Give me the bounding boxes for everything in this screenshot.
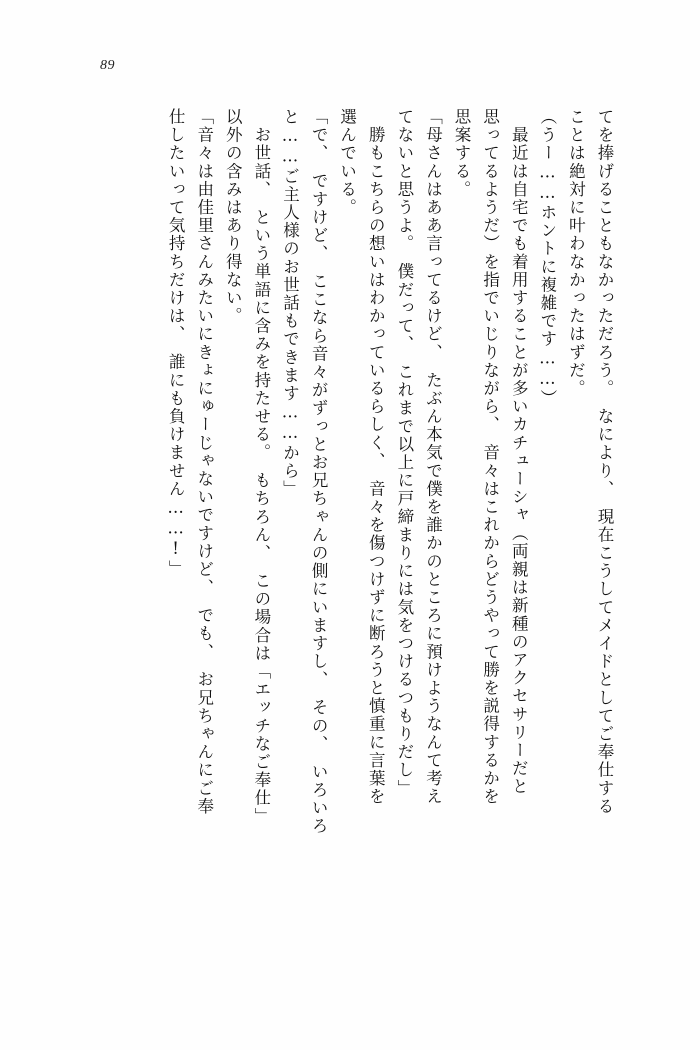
text-line: と……ご主人様のお世話もできます……から」: [280, 108, 300, 499]
text-line: 思案する。: [452, 108, 472, 199]
text-line: 「母さんはああ言ってるけど、 たぶん本気で僕を誰かのところに預けようなんて考え: [423, 108, 443, 806]
text-line: 「で、 ですけど、 ここなら音々がずっとお兄ちゃんの側にいますし、 その、 いろいろ: [309, 108, 329, 836]
text-line: 「音々は由佳里さんみたいにきょにゅーじゃないですけど、 でも、 お兄ちゃんにご奉: [194, 108, 214, 816]
text-line: 以外の含みはあり得ない。: [223, 108, 243, 326]
text-line: お世話、 という単語に含みを持たせる。 もちろん、 この場合は「エッチなご奉仕」: [251, 108, 271, 826]
page-number: 89: [100, 58, 115, 73]
text-line: てないと思うよ。 僕だって、 これまで以上に戸締まりには気をつけるつもりだし」: [394, 108, 414, 798]
text-line: 最近は自宅でも着用することが多いカチューシャ（両親は新種のアクセサリーだと: [509, 108, 529, 796]
text-line: ことは絶対に叶わなかったはずだ。: [566, 108, 586, 398]
text-line: てを捧げることもなかっただろう。 なにより、 現在こうしてメイドとしてご奉仕する: [595, 108, 614, 816]
vertical-text-body: [92, 108, 612, 988]
text-line: 仕したいって気持ちだけは、 誰にも負けません……!」: [166, 108, 186, 578]
text-line: 選んでいる。: [337, 108, 357, 217]
text-line: 思ってるようだ）を指でいじりながら、 音々はこれからどうやって勝を説得するかを: [480, 108, 500, 806]
text-line: 勝もこちらの想いはわかっているらしく、 音々を傷つけずに断ろうと慎重に言葉を: [366, 108, 386, 806]
text-line: （うー……ホントに複雑です……）: [537, 108, 557, 408]
